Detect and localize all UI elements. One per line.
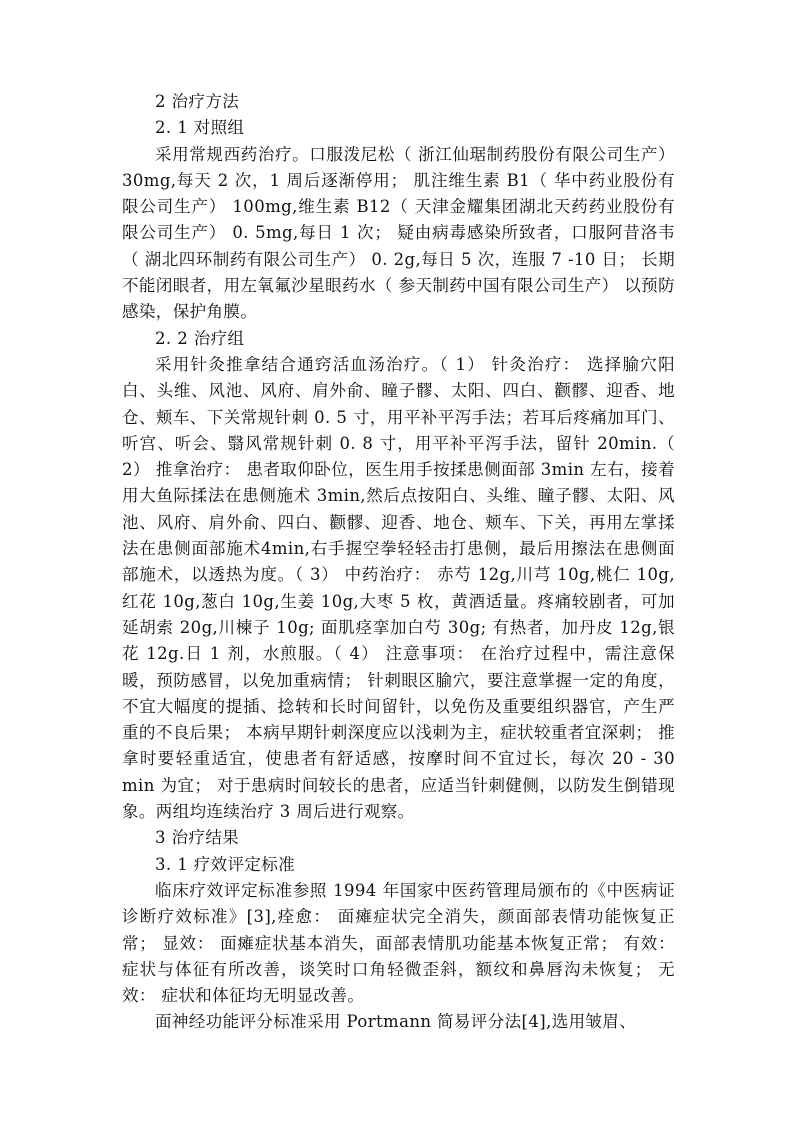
body-paragraph: 采用针灸推拿结合通窍活血汤治疗。（ 1） 针灸治疗： 选择腧穴阳白、头维、风池、风府、肩外俞、瞳子髎、太阳、四白、颧髎、迎香、地仓、颊车、下关常规针刺 0. 5 寸，用平补平泻手法；若耳后疼痛加耳门、听宫、听会、翳风常规针刺 0. 8 寸，用平补平泻手法，留针 20min.（ 2） 推拿治疗： 患者取仰卧位，医生用手按揉患侧面部 3min 左右，接着用大鱼际揉法在患侧施术 3min,然后点按阳白、头维、瞳子髎、太阳、风池、风府、肩外俞、四白、颧髎、迎香、地仓、颊车、下关，再用左掌揉法在患侧面部施术4min,右手握空拳轻轻击打患侧，最后用擦法在患侧面部施术，以透热为度。（ 3） 中药治疗： 赤芍 12g,川芎 10g,桃仁 10g,红花 10g,葱白 10g,生姜 10g,大枣 5 枚，黄酒适量。疼痛较剧者，可加延胡索 20g,川楝子 10g; 面肌痉挛加白芍 30g; 有热者，加丹皮 12g,银花 12g.日 1 剂，水煎服。（ 4） 注意事项： 在治疗过程中，需注意保暖，预防感冒，以免加重病情； 针刺眼区腧穴，要注意掌握一定的角度，不宜大幅度的提插、捻转和长时间留针，以免伤及重要组织器官，产生严重的不良后果； 本病早期针刺深度应以浅刺为主，症状较重者宜深刺； 推拿时要轻重适宜，使患者有舒适感，按摩时间不宜过长，每次 20 - 30 min 为宜； 对于患病时间较长的患者，应适当针刺健侧，以防发生倒错现象。两组均连续治疗 3 周后进行观察。 (122, 354, 675, 822)
body-paragraph: 临床疗效评定标准参照 1994 年国家中医药管理局颁布的《中医病证诊断疗效标准》[3],痊愈： 面瘫症状完全消失，颜面部表情功能恢复正常； 显效： 面瘫症状基本消失，面部表情肌功能基本恢复正常； 有效： 症状与体征有所改善，谈笑时口角轻微歪斜，额纹和鼻唇沟未恢复； 无效： 症状和体征均无明显改善。 (122, 880, 675, 1006)
section-heading: 3 治疗结果 (155, 828, 240, 848)
subsection-heading: 2. 2 治疗组 (155, 328, 245, 348)
document-body (122, 89, 675, 1036)
body-paragraph: 采用常规西药治疗。口服泼尼松（ 浙江仙琚制药股份有限公司生产） 30mg,每天 2 次，1 周后逐渐停用； 肌注维生素 B1（ 华中药业股份有限公司生产） 100mg,维生素 B12（ 天津金耀集团湖北天药药业股份有限公司生产） 0. 5mg,每日 1 次； 疑由病毒感染所致者，口服阿昔洛韦（ 湖北四环制药有限公司生产） 0. 2g,每日 5 次，连服 7 -10 日； 长期不能闭眼者，用左氧氟沙星眼药水（ 参天制药中国有限公司生产） 以预防感染，保护角膜。 (122, 144, 675, 322)
body-paragraph: 面神经功能评分标准采用 Portmann 简易评分法[4],选用皱眉、 (155, 1012, 637, 1032)
subsection-heading: 2. 1 对照组 (155, 118, 245, 138)
subsection-heading: 3. 1 疗效评定标准 (155, 854, 296, 874)
section-heading: 2 治疗方法 (155, 92, 240, 111)
